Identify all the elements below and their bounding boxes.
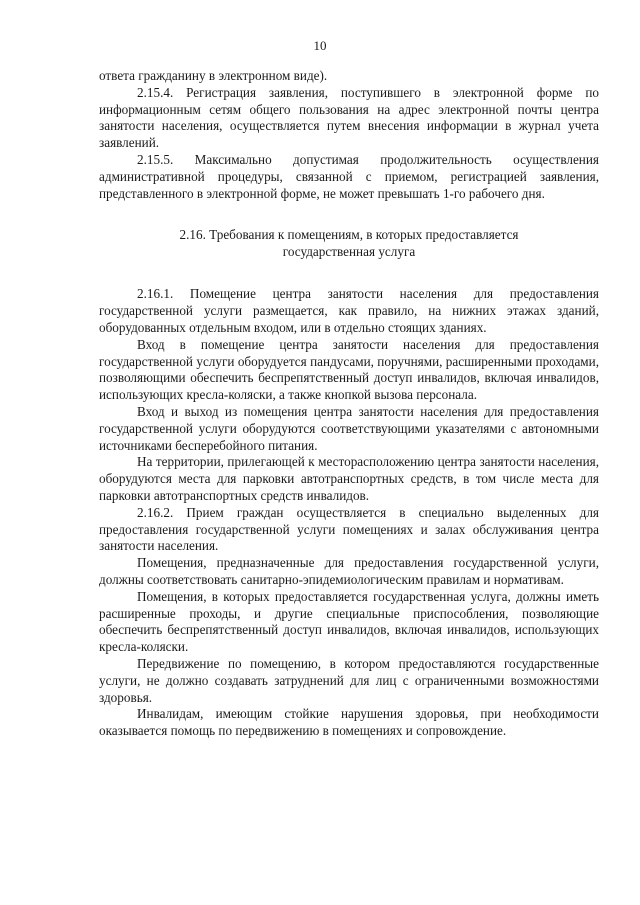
paragraph-2-15-4: 2.15.4. Регистрация заявления, поступившего в электронной форме по информационным сетям общего пользования на адрес электронной почты центра занятости населения, осуществляется путем внесения информации в журнал учета заявлений.	[99, 84, 599, 151]
paragraph-2-16-1: 2.16.1. Помещение центра занятости населения для предоставления государственной услуги размещается, как правило, на нижних этажах зданий, оборудованных отдельным входом, или в отдельно стоящих зданиях.	[99, 286, 599, 335]
paragraph-entrance-signs: Вход и выход из помещения центра занятости населения для предоставления государственной услуги оборудуются соответствующими указателями с автономными источниками бесперебойного питания.	[99, 403, 599, 453]
paragraph-2-16-2: 2.16.2. Прием граждан осуществляется в специально выделенных для предоставления государственной услуги помещениях и залах обслуживания центра занятости населения.	[99, 504, 599, 554]
paragraph-wide-passages: Помещения, в которых предоставляется государственная услуга, должны иметь расширенные проходы, и другие специальные приспособления, позволяющие обеспечить беспрепятственный доступ инвалидов, включая инвалидов, использующих кресла-коляски.	[99, 588, 599, 655]
paragraph-movement: Передвижение по помещению, в котором предоставляются государственные услуги, не должно создавать затруднений для лиц с ограниченными возможностями здоровья.	[99, 655, 599, 705]
paragraph-2-15-5: 2.15.5. Максимально допустимая продолжительность осуществления административной процедуры, связанной с приемом, регистрацией заявления, представленного в электронной форме, не может превышать 1-го рабочего дня.	[99, 151, 599, 201]
section-heading-line-1: 2.16. Требования к помещениям, в которых предоставляется	[179, 227, 519, 243]
paragraph-sanitary-norms: Помещения, предназначенные для предоставления государственной услуги, должны соответствовать санитарно-эпидемиологическим правилам и нормативам.	[99, 555, 599, 587]
paragraph-assistance: Инвалидам, имеющим стойкие нарушения здоровья, при необходимости оказывается помощь по передвижению в помещениях и сопровождение.	[99, 706, 599, 739]
section-heading	[99, 226, 599, 260]
document-body	[99, 68, 599, 740]
section-heading-line-2: государственная услуга	[282, 244, 416, 260]
paragraph-entrance-equipment: Вход в помещение центра занятости населения для предоставления государственной услуги оборудуется пандусами, поручнями, расширенными проходами, позволяющими обеспечить беспрепятственный доступ инвалидов, включая инвалидов, использующих кресла-коляски, а также кнопкой вызова персонала.	[99, 336, 599, 403]
paragraph-parking: На территории, прилегающей к месторасположению центра занятости населения, оборудуются места для парковки автотранспортных средств, в том числе места для парковки автотранспортных средств инвалидов.	[99, 454, 599, 503]
page-number: 10	[313, 38, 327, 53]
paragraph-continuation: ответа гражданину в электронном виде).	[99, 68, 328, 83]
